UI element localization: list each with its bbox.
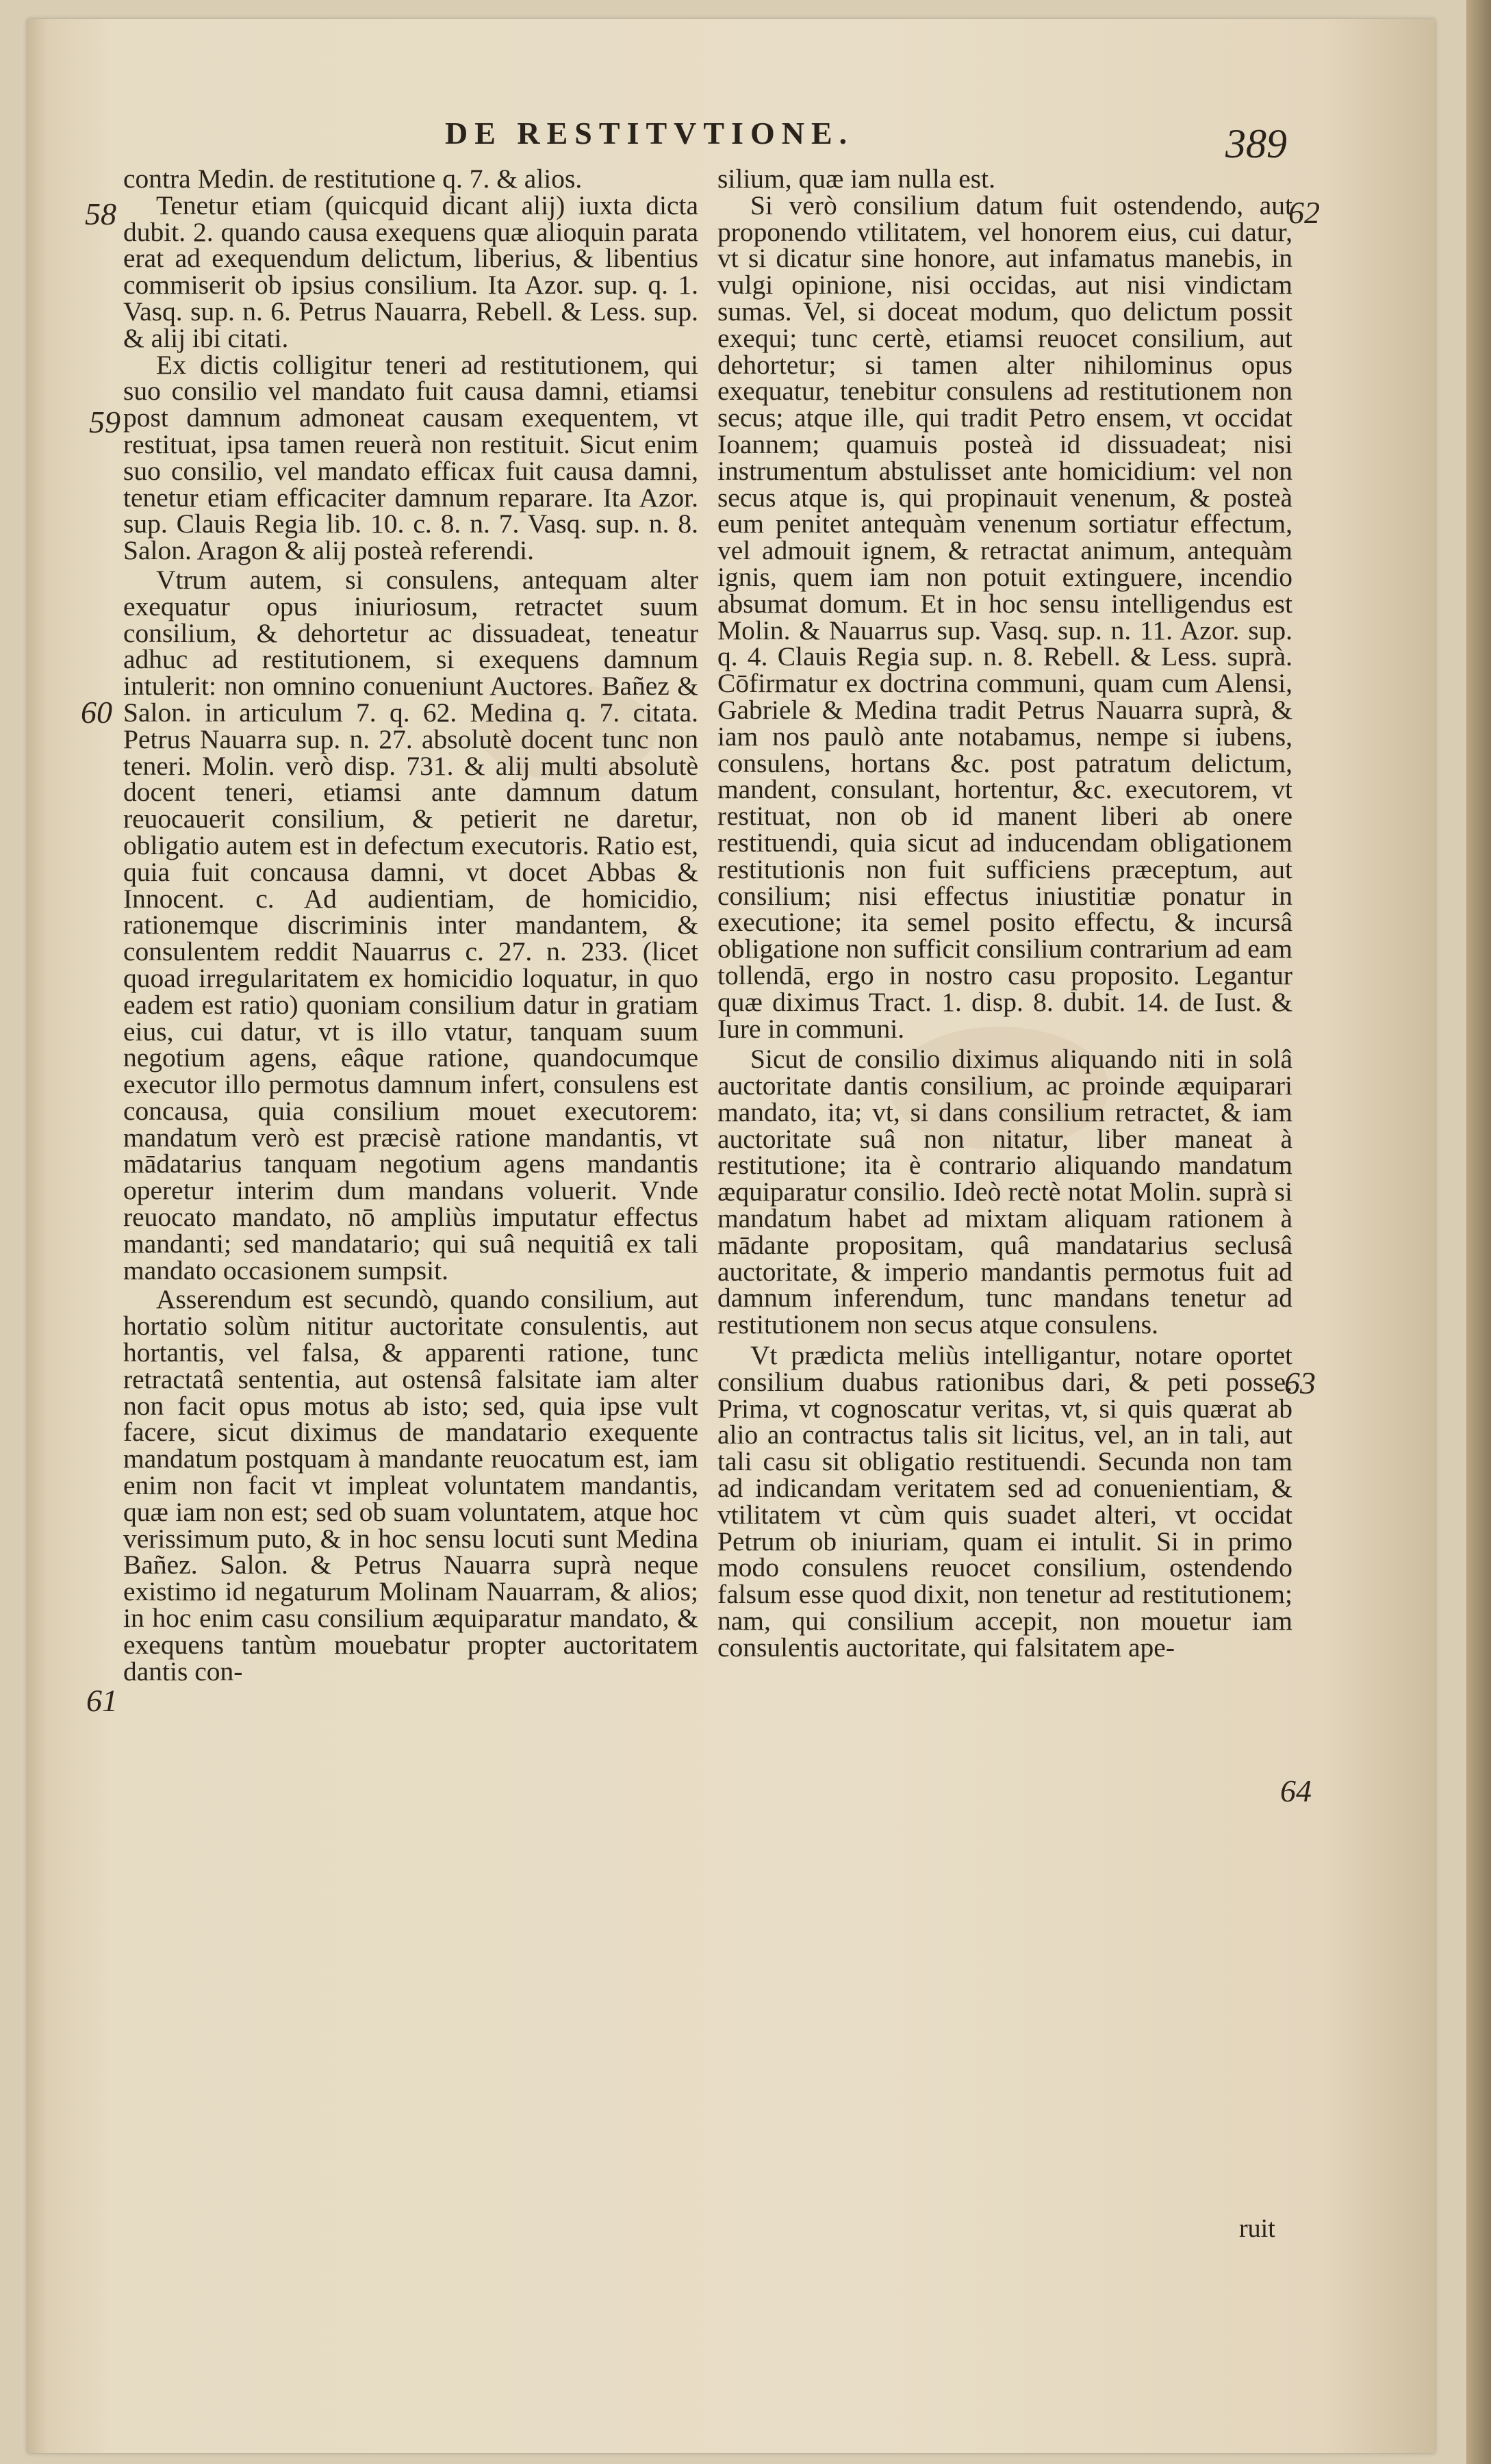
page-number: 389 [1225, 121, 1287, 166]
margin-number: 58 [85, 196, 116, 231]
margin-number: 62 [1288, 195, 1320, 230]
paragraph: Vt prædicta meliùs intelligantur, notare oportet consilium duabus rationibus dari, & peti posse. Prima, vt cognoscatur veritas, vt, si quis quærat ab alio an contractus talis sit licitus, vel, an in tali, aut tali casu sit obligatio restituendi. Secunda non tam ad indicandam veritatem sed ad conuenientiam, & vtilitatem vt cùm quis suadet alteri, vt occidat Petrum ob iniuriam, quam ei intulit. Si in primo modo consulens reuocet consilium, ostendendo falsum esse quod dixit, non tenetur ad restitutionem; nam, qui consilium accepit, non mouetur iam consulentis auctoritate, qui falsitatem ape- [717, 1340, 1292, 1663]
paragraph: contra Medin. de restitutione q. 7. & alios. [123, 164, 583, 194]
left-column [123, 166, 698, 1684]
margin-number: 59 [89, 405, 120, 439]
margin-number: 60 [81, 695, 112, 730]
margin-number: 63 [1284, 1365, 1316, 1400]
paragraph: Vtrum autem, si consulens, antequam alter exequatur opus iniuriosum, retractet suum consilium, & dehortetur ac dissuadeat, teneatur adhuc ad restitutionem, si exequens damnum intulerit: non omnino conueniunt Auctores. Bañez & Salon. in articulum 7. q. 62. Medina q. 7. citata. Petrus Nauarra sup. n. 27. absolutè docent tunc non teneri. Molin. verò disp. 731. & alij multi absolutè docent teneri, etiamsi ante damnum datum reuocauerit consilium, & petierit ne daretur, obligatio autem est in defectum executoris. Ratio est, quia fuit concausa damni, vt docet Abbas & Innocent. c. Ad audientiam, de homicidio, rationemque discriminis inter mandantem, & consulentem reddit Nauarrus c. 27. n. 233. (licet quoad irregularitatem ex homicidio loquatur, in quo eadem est ratio) quoniam consilium datur in gratiam eius, cui datur, vt is illo vtatur, tanquam suum negotium agens, eâque ratione, quandocumque executor illo permotus damnum infert, consulens est concausa, quia consilium mouet executorem: mandatum verò est præcisè ratione mandantis, vt mādatarius tanquam negotium agens mandantis operetur interim dum mandans voluerit. Vnde reuocato mandato, nō ampliùs imputatur effectus mandanti; sed mandatario; qui suâ nequitiâ ex tali mandato occasionem sumpsit. [123, 564, 698, 1285]
page-edge [1466, 0, 1491, 2464]
paragraph: Tenetur etiam (quicquid dicant alij) iuxta dicta dubit. 2. quando causa exequens quæ alioquin parata erat ad exequendum delictum, liberius, & libentius commiserit ob ipsius consilium. Ita Azor. sup. q. 1. Vasq. sup. n. 6. Petrus Nauarra, Rebell. & Less. sup. & alij ibi citati. [123, 190, 698, 353]
right-column [717, 166, 1292, 1661]
running-header: DE RESTITVTIONE. [445, 116, 854, 151]
paragraph: Sicut de consilio diximus aliquando niti in solâ auctoritate dantis consilium, ac proinde æquiparari mandato, ita; vt, si dans consilium retractet, & iam auctoritate suâ non nitatur, liber maneat à restitutione; ita è contrario aliquando mandatum æquiparatur consilio. Ideò rectè notat Molin. suprà si mandatum habet ad mixtam aliquam rationem à mādante propositam, quâ mandatarius seclusâ auctoritate, & imperio mandantis permotus fuit ad damnum inferendum, tunc mandans tenetur ad restitutionem non secus atque consulens. [717, 1044, 1292, 1340]
catchword: ruit [1239, 2214, 1275, 2243]
paragraph: Asserendum est secundò, quando consilium, aut hortatio solùm nititur auctoritate consulentis, aut hortantis, vel falsa, & apparenti ratione, tunc retractatâ sententia, aut ostensâ falsitate iam alter non facit opus motus ab isto; sed, quia ipse vult facere, sicut diximus de mandatario exequente mandatum postquam à mandante reuocatum est, iam enim non facit vt impleat voluntatem mandantis, quæ iam non est; sed ob suam voluntatem, atque hoc verissimum puto, & in hoc sensu locuti sunt Medina Bañez. Salon. & Petrus Nauarra suprà neque existimo id negaturum Molinam Nauarram, & alios; in hoc enim casu consilium æquiparatur mandato, & exequens tantùm mouebatur propter auctoritatem dantis con- [123, 1284, 698, 1686]
paragraph: Ex dictis colligitur teneri ad restitutionem, qui suo consilio vel mandato fuit causa damni, etiamsi post damnum admoneat causam exequentem, vt restituat, ipsa tamen reuerà non restituit. Sicut enim suo consilio, vel mandato efficax fuit causa damni, tenetur etiam efficaciter damnum reparare. Ita Azor. sup. Clauis Regia lib. 10. c. 8. n. 7. Vasq. sup. n. 8. Salon. Aragon & alij posteà referendi. [123, 349, 698, 566]
margin-number: 64 [1280, 1773, 1312, 1808]
margin-number: 61 [86, 1683, 118, 1718]
paragraph: Si verò consilium datum fuit ostendendo, aut proponendo vtilitatem, vel honorem eius, cui datur, vt si dicatur sine honore, aut infamatus manebis, in vulgi opinione, nisi occidas, aut nisi vindictam sumas. Vel, si doceat modum, quo delictum possit exequi; tunc certè, etiamsi reuocet consilium, aut dehortetur; si tamen alter nihilominus opus exequatur, tenebitur consulens ad restitutionem non secus; atque ille, qui tradit Petro ensem, vt occidat Ioannem; quamuis posteà id dissuadeat; nisi instrumentum abstulisset ante homicidium: vel non secus atque is, qui propinauit venenum, & posteà eum penitet antequàm venenum sortiatur effectum, vel admouit ignem, & retractat animum, antequàm ignis, quem iam non potuit extinguere, incendio absumat domum. Et in hoc sensu intelligendus est Molin. & Nauarrus sup. Vasq. sup. n. 11. Azor. sup. q. 4. Clauis Regia sup. n. 8. Rebell. & Less. suprà. Cōfirmatur ex doctrina communi, quam cum Alensi, Gabriele & Medina tradit Petrus Nauarra suprà, & iam nos paulò ante notabamus, nempe si iubens, consulens, hortans &c. post patratum delictum, mandent, consulant, hortentur, &c. executorem, vt restituat, non ob id manent liberi ab onere restituendi, quia sicut ad inducendam obligationem restitutionis non fuit sufficiens præceptum, aut consilium; nisi effectus iniustitiæ ponatur in executione; ita semel posito effectu, & incursâ obligatione non sufficit consilium contrarium ad eam tollendā, ergo in nostro casu proposito. Legantur quæ diximus Tract. 1. disp. 8. dubit. 14. de Iust. & Iure in communi. [717, 190, 1292, 1044]
paragraph: silium, quæ iam nulla est. [717, 164, 995, 194]
